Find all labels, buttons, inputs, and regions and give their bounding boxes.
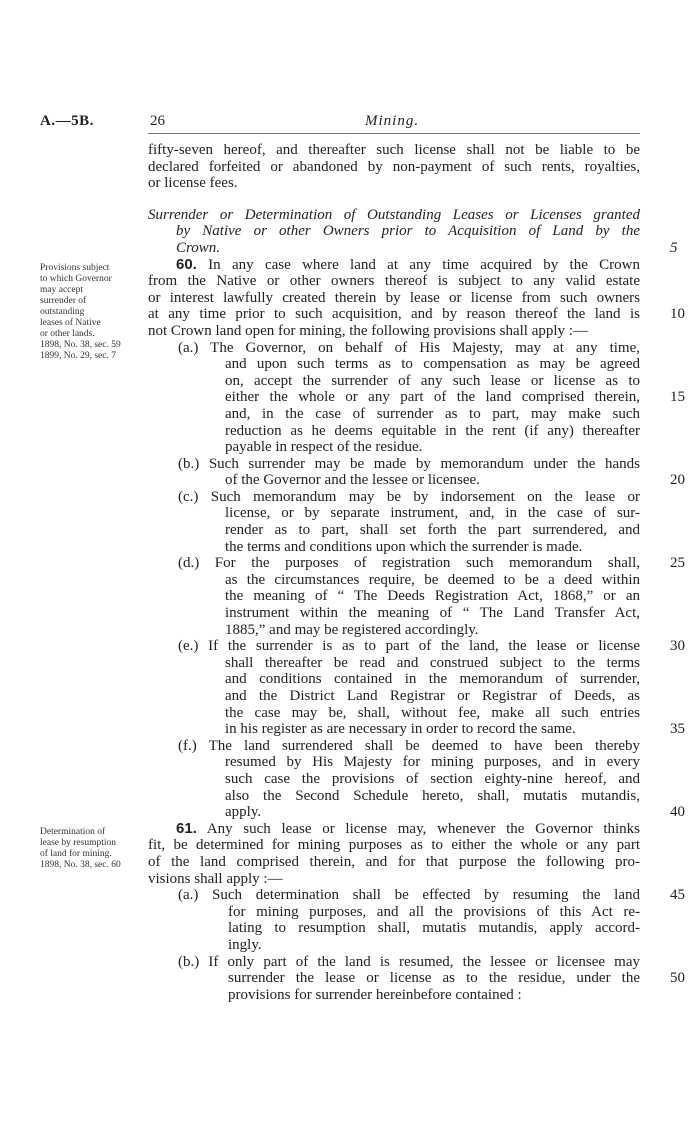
- text-line: the terms and conditions upon which the surrender is made.: [225, 538, 583, 555]
- text-line: apply. 40: [148, 804, 640, 821]
- text-line: for mining purposes, and all the provisions of this Act re-: [228, 903, 640, 920]
- line-number: 45: [670, 887, 685, 904]
- text-line: either the whole or any part of the land comprised therein, 15: [148, 389, 640, 406]
- body-text: [148, 142, 685, 1003]
- text-line: of the Governor and the lessee or licensee. 20: [148, 472, 640, 489]
- text-line: and, in the case of surrender as to part, may make such: [225, 405, 640, 422]
- text-line: (f.) The land surrendered shall be deemed to have been thereby: [178, 737, 640, 754]
- text-line: the meaning of “ The Deeds Registration Act, 1868,” or an: [225, 588, 640, 605]
- text-line: at any time prior to such acquisition, and by reason thereof the land is 10: [148, 306, 640, 323]
- text-line: and upon such terms as to compensation as may be agreed: [225, 356, 640, 373]
- document-code: A.—5B.: [40, 113, 94, 129]
- text-line: license, or by separate instrument, and, in the case of sur-: [225, 505, 640, 522]
- text-line: surrender the lease or license as to the residue, under the 50: [148, 970, 640, 987]
- section-heading-line: Surrender or Determination of Outstanding Leases or Licenses granted: [148, 206, 640, 223]
- text-line: (b.) If only part of the land is resumed, the lessee or licensee may: [178, 953, 640, 970]
- text-line: or interest lawfully created therein by lease or license from such owners: [148, 289, 640, 306]
- text-line: provisions for surrender hereinbefore contained :: [228, 986, 522, 1003]
- section-number: 60.: [176, 255, 197, 273]
- line-number: 30: [670, 638, 685, 655]
- page-number: 26: [150, 113, 165, 129]
- text-line: and the District Land Registrar or Registrar of Deeds, as: [225, 688, 640, 704]
- line-number: 5: [670, 239, 678, 256]
- line-number: 25: [670, 555, 685, 572]
- text-line: ingly.: [228, 936, 262, 953]
- text-line: as the circumstances require, be deemed to be a deed within: [225, 571, 640, 588]
- text-line: (a.) The Governor, on behalf of His Majesty, may at any time,: [178, 339, 640, 356]
- margin-note-section-61: Determination of lease by resumption of land for mining. 1898, No. 38, sec. 60: [40, 827, 121, 870]
- text-line: 60. In any case where land at any time acquired by the Crown: [176, 255, 640, 273]
- section-number: 61.: [176, 819, 197, 837]
- header-rule: [148, 133, 640, 134]
- line-number: 10: [670, 306, 685, 323]
- text-line: from the Native or other owners thereof is subject to any valid estate: [148, 273, 640, 290]
- text-line: (e.) If the surrender is as to part of the land, the lease or license 30: [148, 638, 640, 655]
- text-line: (b.) Such surrender may be made by memorandum under the hands: [178, 455, 640, 472]
- text-line: in his register as are necessary in order to record the same. 35: [148, 721, 640, 738]
- text-line: and conditions contained in the memorandum of surrender,: [225, 671, 640, 688]
- margin-note-section-60: Provisions subject to which Governor may accept surrender of outstanding leases of Native or other lands. 1898, No. 38, sec. 59 1899, No. 29, sec. 7: [40, 263, 121, 361]
- text-line: reduction as he deems equitable in the rent (if any) thereafter: [225, 422, 640, 439]
- text-line: (a.) Such determination shall be effected by resuming the land 45: [148, 887, 640, 904]
- text-line: of the land comprised therein, and for that purpose the following pro-: [148, 853, 640, 870]
- text-line: declared forfeited or abandoned by non-payment of such rents, royalties,: [148, 158, 640, 175]
- text-line: on, accept the surrender of any such lease or license as to: [225, 372, 640, 389]
- line-number: 40: [670, 804, 685, 821]
- section-heading-line: Crown. 5: [148, 240, 640, 257]
- page-title: Mining.: [365, 113, 420, 129]
- text-line: payable in respect of the residue.: [225, 439, 423, 456]
- text-line: also the Second Schedule hereto, shall, mutatis mutandis,: [225, 787, 640, 804]
- text-line: such case the provisions of section eighty-nine hereof, and: [225, 770, 640, 787]
- line-number: 15: [670, 389, 685, 406]
- text-line: fifty-seven hereof, and thereafter such license shall not be liable to be: [148, 142, 640, 158]
- text-line: resumed by His Majesty for mining purposes, and in every: [225, 754, 640, 771]
- text-line: (d.) For the purposes of registration such memorandum shall, 25: [148, 555, 640, 572]
- text-line: not Crown land open for mining, the following provisions shall apply :—: [148, 322, 588, 339]
- line-number: 35: [670, 721, 685, 738]
- text-line: 61. Any such lease or license may, whenever the Governor thinks: [176, 819, 640, 837]
- text-line: the case may be, shall, without fee, make all such entries: [225, 704, 640, 721]
- text-line: 1885,” and may be registered accordingly.: [225, 621, 479, 638]
- text-line: lating to resumption shall, mutatis mutandis, apply accord-: [228, 920, 640, 937]
- line-number: 50: [670, 970, 685, 987]
- text-line: render as to part, shall set forth the part surrendered, and: [225, 522, 640, 539]
- text-line: (c.) Such memorandum may be by indorsement on the lease or: [178, 488, 640, 505]
- text-line: fit, be determined for mining purposes as to either the whole or any part: [148, 837, 640, 854]
- text-line: or license fees.: [148, 175, 238, 192]
- text-line: shall thereafter be read and construed subject to the terms: [225, 654, 640, 671]
- text-line: instrument within the meaning of “ The Land Transfer Act,: [225, 605, 640, 622]
- text-line: visions shall apply :—: [148, 870, 283, 887]
- section-heading-line: by Native or other Owners prior to Acquisition of Land by the: [176, 223, 640, 240]
- line-number: 20: [670, 472, 685, 489]
